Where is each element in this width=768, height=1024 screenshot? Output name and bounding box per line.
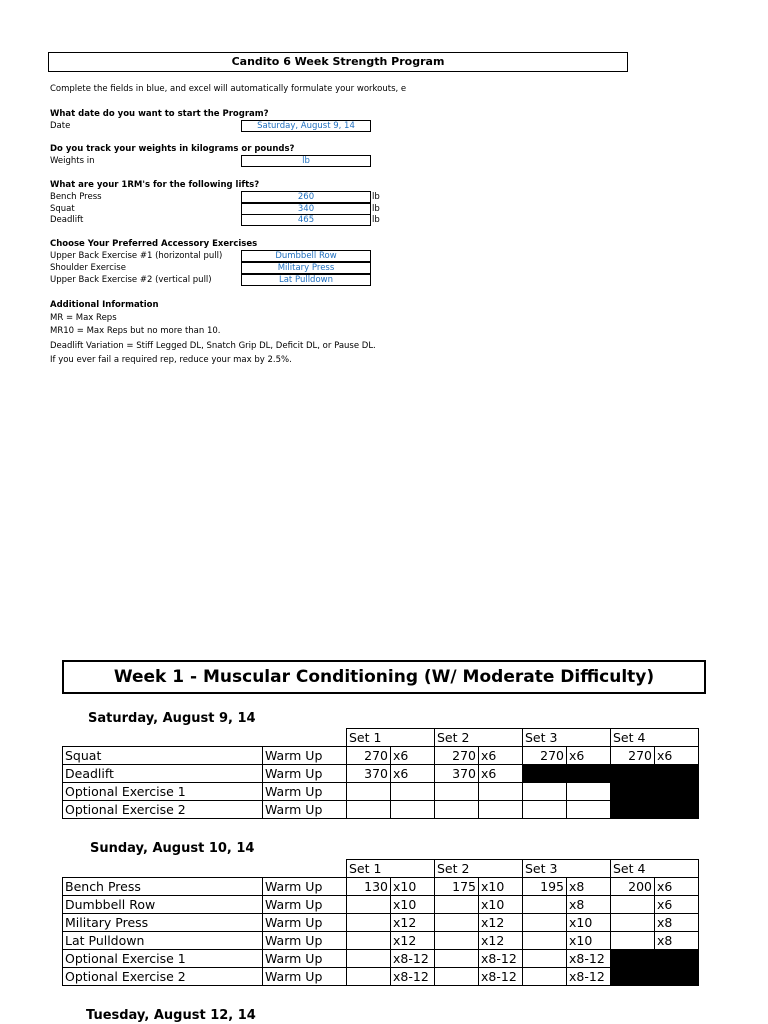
set-reps: x10 bbox=[567, 932, 611, 950]
units-question: Do you track your weights in kilograms or pounds? bbox=[50, 144, 295, 154]
day-1-date: Saturday, August 9, 14 bbox=[88, 711, 256, 726]
set-reps: x6 bbox=[479, 765, 523, 783]
set-weight bbox=[347, 950, 391, 968]
bench-max-unit: lb bbox=[372, 192, 380, 202]
warmup-cell: Warm Up bbox=[263, 950, 347, 968]
set-weight bbox=[347, 896, 391, 914]
start-date-question: What date do you want to start the Program? bbox=[50, 109, 269, 119]
set-reps: x8-12 bbox=[479, 968, 523, 986]
warmup-cell: Warm Up bbox=[263, 914, 347, 932]
set-reps bbox=[479, 801, 523, 819]
program-title: Candito 6 Week Strength Program bbox=[48, 52, 628, 72]
upper-back-1-select[interactable]: Dumbbell Row bbox=[241, 250, 371, 262]
shoulder-select[interactable]: Military Press bbox=[241, 262, 371, 274]
instructions-text: Complete the fields in blue, and excel will automatically formulate your workouts, e bbox=[50, 84, 407, 94]
exercise-name: Squat bbox=[63, 747, 263, 765]
set-weight: 195 bbox=[523, 878, 567, 896]
deadlift-max-input[interactable]: 465 bbox=[241, 214, 371, 226]
set-weight bbox=[435, 914, 479, 932]
squat-max-unit: lb bbox=[372, 204, 380, 214]
deadlift-max-unit: lb bbox=[372, 215, 380, 225]
upper-back-2-select[interactable]: Lat Pulldown bbox=[241, 274, 371, 286]
bench-max-label: Bench Press bbox=[50, 192, 102, 202]
set-weight: 370 bbox=[347, 765, 391, 783]
blocked-cell bbox=[611, 801, 699, 819]
set-reps: x8-12 bbox=[391, 968, 435, 986]
warmup-cell: Warm Up bbox=[263, 896, 347, 914]
set-weight: 175 bbox=[435, 878, 479, 896]
blocked-cell bbox=[611, 950, 699, 968]
set-reps: x6 bbox=[391, 747, 435, 765]
warmup-cell: Warm Up bbox=[263, 801, 347, 819]
week-title: Week 1 - Muscular Conditioning (W/ Moderate Difficulty) bbox=[62, 660, 706, 694]
set-reps: x8 bbox=[567, 878, 611, 896]
set-header: Set 1 bbox=[347, 860, 435, 878]
set-weight bbox=[611, 932, 655, 950]
table-row bbox=[63, 968, 699, 986]
set-weight bbox=[435, 950, 479, 968]
set-weight bbox=[611, 896, 655, 914]
warmup-cell: Warm Up bbox=[263, 878, 347, 896]
set-weight bbox=[347, 801, 391, 819]
set-weight bbox=[435, 896, 479, 914]
start-date-label: Date bbox=[50, 121, 71, 131]
set-reps: x8-12 bbox=[391, 950, 435, 968]
set-reps: x6 bbox=[655, 747, 699, 765]
deadlift-max-label: Deadlift bbox=[50, 215, 84, 225]
set-weight bbox=[523, 914, 567, 932]
upper-back-1-label: Upper Back Exercise #1 (horizontal pull) bbox=[50, 251, 223, 261]
set-weight bbox=[435, 968, 479, 986]
set-weight: 270 bbox=[523, 747, 567, 765]
set-header: Set 3 bbox=[523, 860, 611, 878]
set-header: Set 3 bbox=[523, 729, 611, 747]
squat-max-label: Squat bbox=[50, 204, 75, 214]
set-weight: 130 bbox=[347, 878, 391, 896]
set-header: Set 4 bbox=[611, 860, 699, 878]
accessory-question: Choose Your Preferred Accessory Exercises bbox=[50, 239, 258, 249]
set-reps: x10 bbox=[479, 896, 523, 914]
set-weight bbox=[435, 801, 479, 819]
workout-table bbox=[62, 728, 699, 819]
set-reps: x12 bbox=[479, 914, 523, 932]
set-reps: x6 bbox=[391, 765, 435, 783]
set-reps: x6 bbox=[655, 896, 699, 914]
set-reps: x8 bbox=[655, 914, 699, 932]
table-row bbox=[63, 950, 699, 968]
set-reps: x8-12 bbox=[479, 950, 523, 968]
set-header: Set 1 bbox=[347, 729, 435, 747]
exercise-name: Deadlift bbox=[63, 765, 263, 783]
exercise-name: Optional Exercise 1 bbox=[63, 950, 263, 968]
set-weight: 270 bbox=[347, 747, 391, 765]
bench-max-input[interactable]: 260 bbox=[241, 191, 371, 203]
set-reps: x10 bbox=[567, 914, 611, 932]
set-reps: x8-12 bbox=[567, 950, 611, 968]
table-row bbox=[63, 896, 699, 914]
set-weight bbox=[347, 968, 391, 986]
set-reps bbox=[391, 783, 435, 801]
table-row bbox=[63, 914, 699, 932]
shoulder-label: Shoulder Exercise bbox=[50, 263, 126, 273]
set-weight: 200 bbox=[611, 878, 655, 896]
info-line: Deadlift Variation = Stiff Legged DL, Snatch Grip DL, Deficit DL, or Pause DL. bbox=[50, 341, 376, 351]
exercise-name: Bench Press bbox=[63, 878, 263, 896]
set-header: Set 4 bbox=[611, 729, 699, 747]
info-title: Additional Information bbox=[50, 300, 159, 310]
warmup-cell: Warm Up bbox=[263, 783, 347, 801]
set-reps: x10 bbox=[391, 878, 435, 896]
set-weight: 270 bbox=[435, 747, 479, 765]
exercise-name: Dumbbell Row bbox=[63, 896, 263, 914]
table-row bbox=[63, 747, 699, 765]
info-line: If you ever fail a required rep, reduce your max by 2.5%. bbox=[50, 355, 292, 365]
set-reps: x12 bbox=[391, 932, 435, 950]
table-row bbox=[63, 765, 699, 783]
set-weight: 270 bbox=[611, 747, 655, 765]
set-weight bbox=[523, 783, 567, 801]
set-reps bbox=[567, 783, 611, 801]
day-2-date: Sunday, August 10, 14 bbox=[90, 841, 255, 856]
set-weight bbox=[523, 801, 567, 819]
warmup-cell: Warm Up bbox=[263, 968, 347, 986]
units-input[interactable]: lb bbox=[241, 155, 371, 167]
set-reps bbox=[567, 801, 611, 819]
set-reps: x6 bbox=[655, 878, 699, 896]
set-weight bbox=[611, 914, 655, 932]
table-row bbox=[63, 878, 699, 896]
set-reps: x8-12 bbox=[567, 968, 611, 986]
set-reps: x12 bbox=[391, 914, 435, 932]
set-weight bbox=[523, 968, 567, 986]
set-reps: x8 bbox=[567, 896, 611, 914]
blocked-cell bbox=[523, 765, 611, 783]
info-line: MR = Max Reps bbox=[50, 313, 117, 323]
set-header: Set 2 bbox=[435, 729, 523, 747]
units-label: Weights in bbox=[50, 156, 95, 166]
set-reps: x6 bbox=[567, 747, 611, 765]
blocked-cell bbox=[611, 968, 699, 986]
start-date-input[interactable]: Saturday, August 9, 14 bbox=[241, 120, 371, 132]
set-weight bbox=[347, 932, 391, 950]
day-3-date: Tuesday, August 12, 14 bbox=[86, 1008, 256, 1023]
set-reps: x12 bbox=[479, 932, 523, 950]
table-row bbox=[63, 783, 699, 801]
table-row bbox=[63, 932, 699, 950]
set-reps: x6 bbox=[479, 747, 523, 765]
workout-table bbox=[62, 859, 699, 986]
set-header: Set 2 bbox=[435, 860, 523, 878]
exercise-name: Optional Exercise 2 bbox=[63, 801, 263, 819]
exercise-name: Optional Exercise 2 bbox=[63, 968, 263, 986]
set-weight bbox=[347, 783, 391, 801]
warmup-cell: Warm Up bbox=[263, 932, 347, 950]
set-weight bbox=[523, 896, 567, 914]
squat-max-input[interactable]: 340 bbox=[241, 203, 371, 215]
exercise-name: Lat Pulldown bbox=[63, 932, 263, 950]
set-weight bbox=[435, 783, 479, 801]
set-reps bbox=[479, 783, 523, 801]
table-row bbox=[63, 801, 699, 819]
set-reps bbox=[391, 801, 435, 819]
blocked-cell bbox=[611, 783, 699, 801]
upper-back-2-label: Upper Back Exercise #2 (vertical pull) bbox=[50, 275, 212, 285]
blocked-cell bbox=[611, 765, 699, 783]
maxes-question: What are your 1RM's for the following lifts? bbox=[50, 180, 260, 190]
set-weight bbox=[347, 914, 391, 932]
set-weight bbox=[435, 932, 479, 950]
set-weight bbox=[523, 950, 567, 968]
warmup-cell: Warm Up bbox=[263, 765, 347, 783]
info-line: MR10 = Max Reps but no more than 10. bbox=[50, 326, 221, 336]
set-reps: x10 bbox=[391, 896, 435, 914]
set-reps: x10 bbox=[479, 878, 523, 896]
exercise-name: Military Press bbox=[63, 914, 263, 932]
set-weight bbox=[523, 932, 567, 950]
exercise-name: Optional Exercise 1 bbox=[63, 783, 263, 801]
set-weight: 370 bbox=[435, 765, 479, 783]
warmup-cell: Warm Up bbox=[263, 747, 347, 765]
set-reps: x8 bbox=[655, 932, 699, 950]
